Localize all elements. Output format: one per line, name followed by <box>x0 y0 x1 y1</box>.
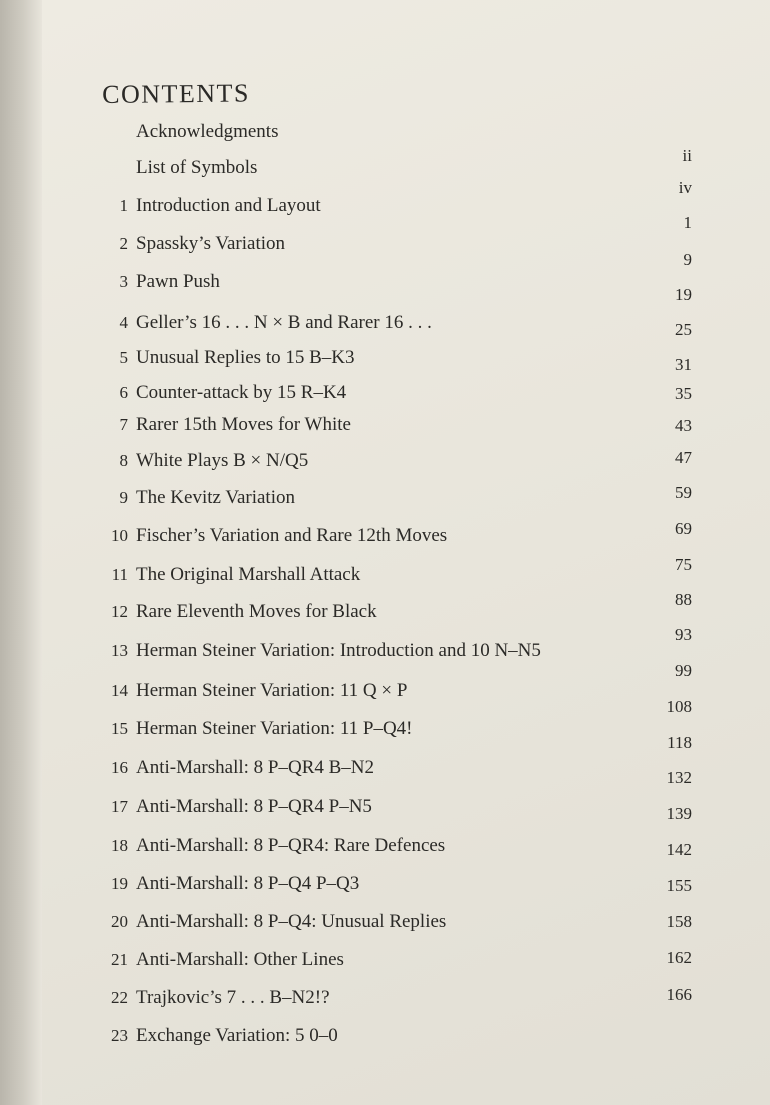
chapter-number: 8 <box>119 451 128 470</box>
chapter-number: 1 <box>119 196 128 215</box>
page-number: 75 <box>675 555 692 574</box>
toc-entry <box>94 414 351 436</box>
page-number: 142 <box>666 840 692 859</box>
chapter-title: Trajkovic’s 7 . . . B–N2!? <box>136 987 330 1008</box>
chapter-title: White Plays B × N/Q5 <box>136 450 309 471</box>
chapter-title: Anti-Marshall: 8 P–QR4 P–N5 <box>136 796 372 817</box>
toc-entry <box>94 835 445 857</box>
toc-entry <box>94 450 308 472</box>
chapter-number: 22 <box>111 988 128 1007</box>
page-number: 47 <box>675 448 692 467</box>
chapter-title: Unusual Replies to 15 B–K3 <box>136 347 355 368</box>
page-number: 155 <box>666 876 692 895</box>
chapter-title: Rarer 15th Moves for White <box>136 414 351 435</box>
chapter-title: Acknowledgments <box>136 121 279 142</box>
chapter-title: Exchange Variation: 5 0–0 <box>136 1025 338 1046</box>
chapter-number: 4 <box>119 313 128 332</box>
toc-entry <box>94 347 355 369</box>
page-number: 132 <box>666 768 692 787</box>
chapter-number: 15 <box>111 719 128 738</box>
page-number: 19 <box>675 285 692 304</box>
book-page <box>42 0 770 1105</box>
toc-entry <box>94 1025 338 1047</box>
page-number: 108 <box>666 697 692 716</box>
page-number: 43 <box>675 416 692 435</box>
page-number: 93 <box>675 625 692 644</box>
toc-entry <box>94 873 359 895</box>
chapter-title: List of Symbols <box>136 157 258 178</box>
table-of-contents <box>42 0 770 1105</box>
chapter-number: 21 <box>111 950 128 969</box>
page-number: 9 <box>683 250 692 269</box>
toc-entry <box>94 911 446 933</box>
toc-entry <box>94 564 360 586</box>
toc-entry <box>94 487 295 509</box>
page-number: 118 <box>667 733 692 752</box>
toc-entry <box>94 987 330 1009</box>
toc-entry <box>94 312 432 334</box>
chapter-title: Herman Steiner Variation: Introduction and 10 N–N5 <box>136 640 541 661</box>
chapter-title: Herman Steiner Variation: 11 P–Q4! <box>136 718 413 739</box>
page-number: 158 <box>666 912 692 931</box>
toc-entry <box>94 949 344 971</box>
chapter-number: 5 <box>119 348 128 367</box>
chapter-title: Counter-attack by 15 R–K4 <box>136 382 347 403</box>
chapter-title: The Kevitz Variation <box>136 487 295 508</box>
toc-entry <box>94 718 413 740</box>
chapter-title: Fischer’s Variation and Rare 12th Moves <box>136 525 448 546</box>
chapter-title: Anti-Marshall: Other Lines <box>136 949 344 970</box>
chapter-number: 16 <box>111 758 128 777</box>
spine-shadow <box>0 0 42 1105</box>
toc-entry <box>94 157 257 179</box>
page-number: 88 <box>675 590 692 609</box>
page-number: 31 <box>675 355 692 374</box>
page-number: 35 <box>675 384 692 403</box>
chapter-title: The Original Marshall Attack <box>136 564 361 585</box>
chapter-title: Introduction and Layout <box>136 195 321 216</box>
chapter-number: 17 <box>111 797 128 816</box>
page-number: 166 <box>666 985 692 1004</box>
toc-entry <box>94 233 285 255</box>
chapter-number: 7 <box>119 415 128 434</box>
toc-entry <box>94 640 541 662</box>
chapter-title: Spassky’s Variation <box>136 233 286 254</box>
chapter-title: Geller’s 16 . . . N × B and Rarer 16 . . . <box>136 312 432 333</box>
chapter-number: 6 <box>119 383 128 402</box>
page-number: ii <box>682 146 692 165</box>
chapter-number: 23 <box>111 1026 128 1045</box>
chapter-number: 14 <box>111 681 128 700</box>
toc-entry <box>94 796 372 818</box>
chapter-number: 11 <box>111 565 128 584</box>
toc-entry <box>94 525 447 547</box>
page-number: 59 <box>675 483 692 502</box>
toc-entry <box>94 757 374 779</box>
chapter-number: 10 <box>111 526 128 545</box>
chapter-number: 3 <box>119 272 128 291</box>
chapter-title: Rare Eleventh Moves for Black <box>136 601 377 622</box>
toc-entry <box>94 382 346 404</box>
page-number: 139 <box>666 804 692 823</box>
chapter-title: Herman Steiner Variation: 11 Q × P <box>136 680 408 701</box>
page-number: 25 <box>675 320 692 339</box>
chapter-title: Anti-Marshall: 8 P–Q4 P–Q3 <box>136 873 360 894</box>
toc-entry <box>94 601 377 623</box>
chapter-number: 9 <box>119 488 128 507</box>
chapter-number: 12 <box>111 602 128 621</box>
toc-entry <box>94 195 321 217</box>
chapter-title: Anti-Marshall: 8 P–QR4: Rare Defences <box>136 835 446 856</box>
chapter-number: 20 <box>111 912 128 931</box>
page-number: 1 <box>683 213 692 232</box>
page-number: 99 <box>675 661 692 680</box>
chapter-number: 19 <box>111 874 128 893</box>
toc-entry <box>94 121 278 143</box>
chapter-number: 2 <box>119 234 128 253</box>
page-number: 162 <box>666 948 692 967</box>
toc-entry <box>94 271 220 293</box>
contents-heading: CONTENTS <box>102 78 251 109</box>
page-number: iv <box>678 178 692 197</box>
page-number: 69 <box>675 519 692 538</box>
chapter-number: 18 <box>111 836 128 855</box>
chapter-title: Anti-Marshall: 8 P–QR4 B–N2 <box>136 757 375 778</box>
chapter-number: 13 <box>111 641 128 660</box>
chapter-title: Pawn Push <box>136 271 220 292</box>
toc-entry <box>94 680 407 702</box>
chapter-title: Anti-Marshall: 8 P–Q4: Unusual Replies <box>136 911 447 932</box>
